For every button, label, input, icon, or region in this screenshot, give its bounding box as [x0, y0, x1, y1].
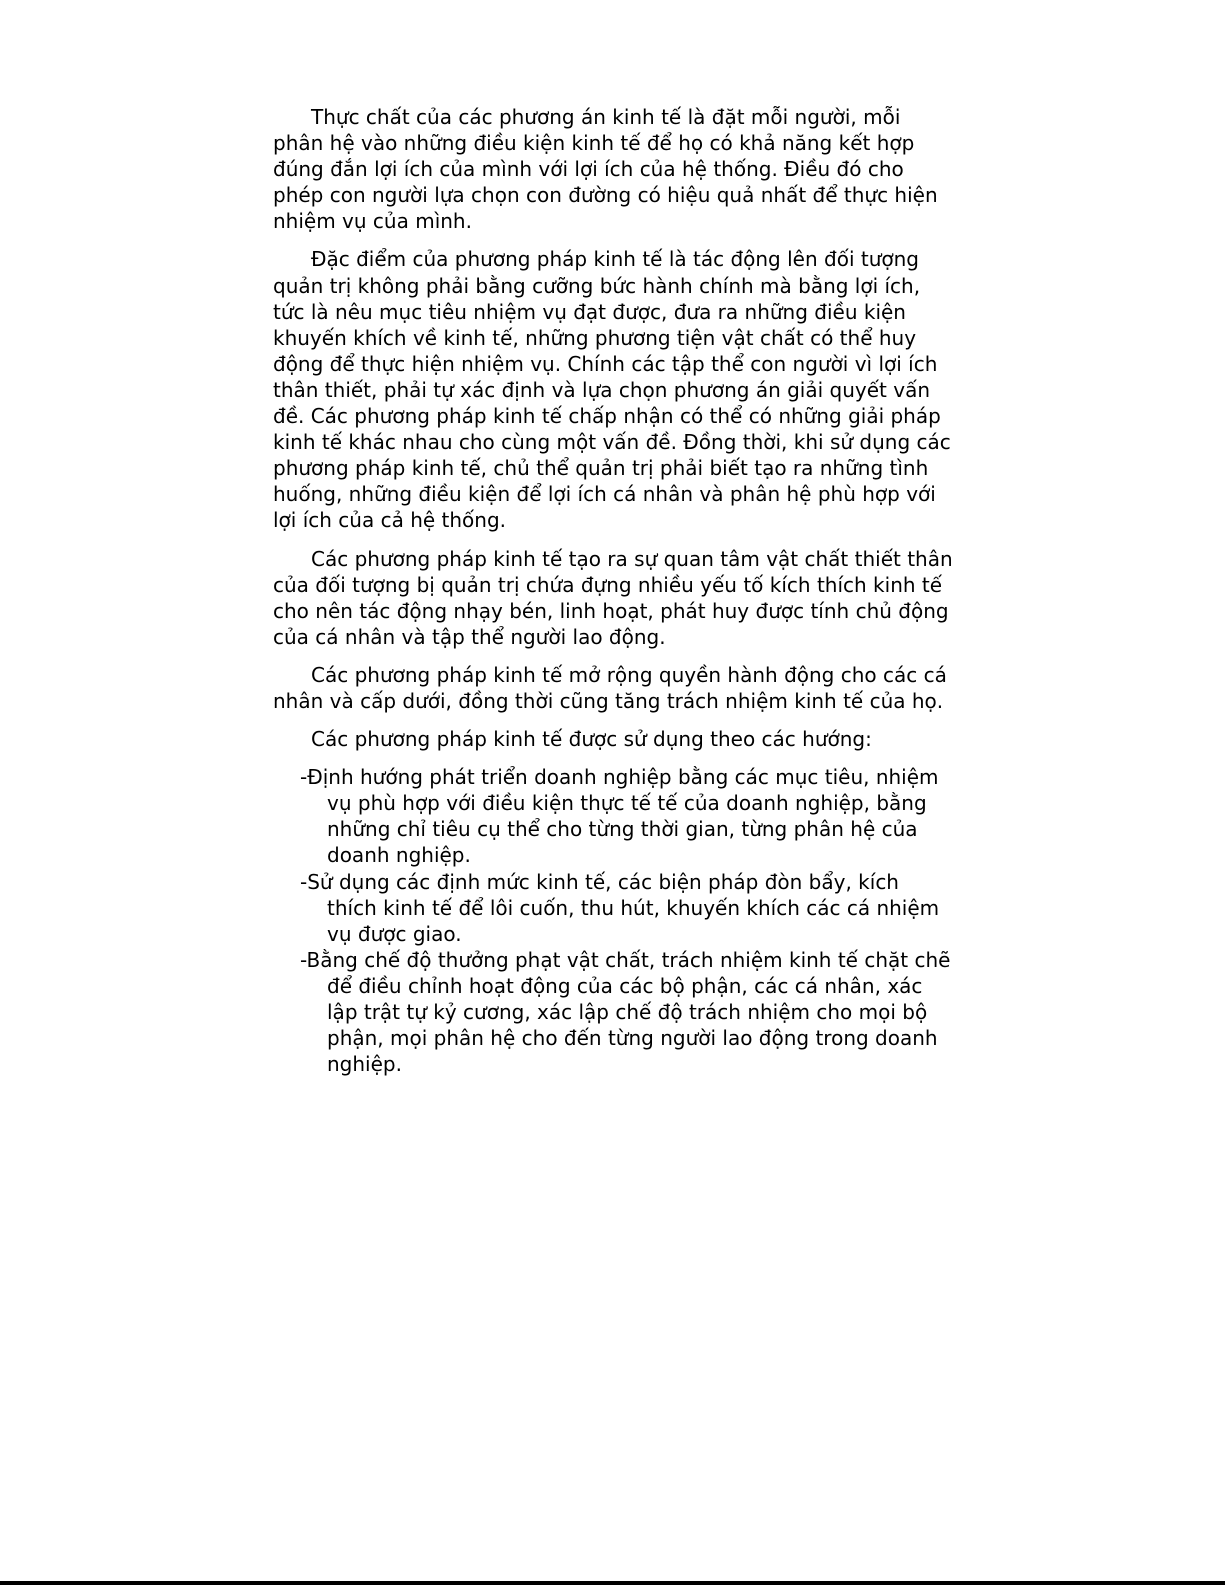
- list-item: -Sử dụng các định mức kinh tế, các biện pháp đòn bẩy, kích thích kinh tế để lôi cuốn, thu hút, khuyến khích các cá nhiệm vụ được giao.: [300, 869, 940, 946]
- page-bottom-border: [0, 1581, 1225, 1585]
- paragraph-characteristics: Đặc điểm của phương pháp kinh tế là tác động lên đối tượng quản trị không phải bằng cưỡng bức hành chính mà bằng lợi ích, tức là nêu mục tiêu nhiệm vụ đạt được, đưa ra những điều kiện khuyến khích về kinh tế, những phương tiện vật chất có thể huy động để thực hiện nhiệm vụ. Chính các tập thể con người vì lợi ích thân thiết, phải tự xác định và lựa chọn phương án giải quyết vấn đề. Các phương pháp kinh tế chấp nhận có thể có những giải pháp kinh tế khác nhau cho cùng một vấn đề. Đồng thời, khi sử dụng các phương pháp kinh tế, chủ thể quản trị phải biết tạo ra những tình huống, những điều kiện để lợi ích cá nhân và phân hệ phù hợp với lợi ích của cả hệ thống.: [273, 247, 951, 533]
- paragraph-essence: Thực chất của các phương án kinh tế là đặt mỗi người, mỗi phân hệ vào những điều kiện kinh tế để họ có khả năng kết hợp đúng đắn lợi ích của mình với lợi ích của hệ thống. Điều đó cho phép con người lựa chọn con đường có hiệu quả nhất để thực hiện nhiệm vụ của mình.: [273, 105, 938, 234]
- list-item: -Bằng chế độ thưởng phạt vật chất, trách nhiệm kinh tế chặt chẽ để điều chỉnh hoạt động của các bộ phận, các cá nhân, xác lập trật tự kỷ cương, xác lập chế độ trách nhiệm cho mọi bộ phận, mọi phân hệ cho đến từng người lao động trong doanh nghiệp.: [300, 947, 951, 1077]
- paragraph-material-interest: Các phương pháp kinh tế tạo ra sự quan tâm vật chất thiết thân của đối tượng bị quản trị chứa đựng nhiều yếu tố kích thích kinh tế cho nên tác động nhạy bén, linh hoạt, phát huy được tính chủ động của cá nhân và tập thể người lao động.: [273, 546, 953, 649]
- paragraph-directions-intro: Các phương pháp kinh tế được sử dụng theo các hướng:: [311, 727, 872, 752]
- document-body: [273, 104, 953, 1077]
- paragraph-expanded-rights: Các phương pháp kinh tế mở rộng quyền hành động cho các cá nhân và cấp dưới, đồng thời cũng tăng trách nhiệm kinh tế của họ.: [273, 662, 947, 713]
- directions-list: [273, 764, 953, 1077]
- list-item: -Định hướng phát triển doanh nghiệp bằng các mục tiêu, nhiệm vụ phù hợp với điều kiện thực tế tế của doanh nghiệp, bằng những chỉ tiêu cụ thể cho từng thời gian, từng phân hệ của doanh nghiệp.: [300, 765, 939, 868]
